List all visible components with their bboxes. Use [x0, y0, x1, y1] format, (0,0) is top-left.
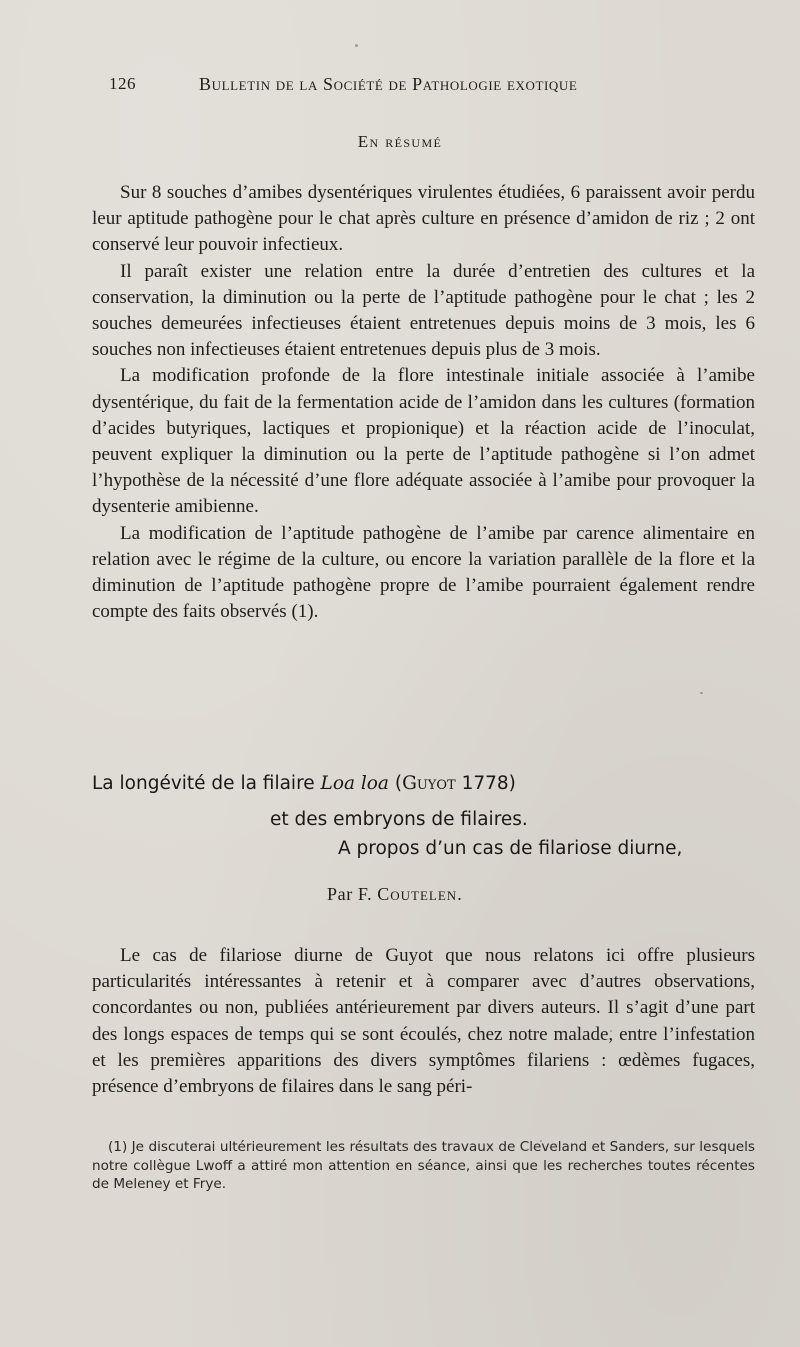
title-year: 1778) [455, 773, 516, 794]
title-paren: ( [388, 773, 403, 794]
article-title-line-3: A propos d’un cas de filariose diurne, [338, 838, 683, 859]
paper-speck [610, 1030, 612, 1032]
article-title-line-1 [92, 770, 516, 798]
paper-speck [355, 44, 358, 47]
title-author: Guyot [402, 773, 456, 794]
article-title-line-2: et des embryons de filaires. [270, 809, 528, 830]
byline-prefix: Par F. [327, 884, 378, 904]
running-head [109, 74, 751, 98]
summary-paragraph: Sur 8 souches d’amibes dysentériques virulentes étudiées, 6 paraissent avoir perdu leur aptitude pathogène pour le chat après culture en présence d’amidon de riz ; 2 ont conservé leur pouvoir infectieux. [92, 182, 755, 256]
section-heading: En résumé [357, 132, 443, 151]
summary-text [92, 180, 755, 625]
footnote [92, 1138, 755, 1194]
page-number: 126 [109, 74, 136, 93]
summary-paragraph: La modification profonde de la flore intestinale initiale associée à l’amibe dysentérique, du fait de la fermentation acide de l’amidon dans les cultures (formation d’acides butyriques, lactiques et propionique) et la réaction acide de l’inoculat, peuvent expliquer la diminution ou la perte de l’aptitude pathogène si l’on admet l’hypothèse de la nécessité d’une flore adéquate associée à l’amibe pour provoquer la dysenterie amibienne. [92, 365, 755, 518]
summary-paragraph: Il paraît exister une relation entre la durée d’entretien des cultures et la conservation, la diminution ou la perte de l’aptitude pathogène pour le chat ; les 2 souches demeurées infectieuses étaient entretenues depuis moins de 3 mois, les 6 souches non infectieuses étaient entretenues depuis plus de 3 mois. [92, 260, 755, 361]
summary-paragraph: La modification de l’aptitude pathogène de l’amibe par carence alimentaire en relation avec le régime de la culture, ou encore la variation parallèle de la flore et la diminution de l’aptitude pathogène propre de l’amibe pourraient également rendre compte des faits observés (1). [92, 522, 755, 623]
footnote-text: (1) Je discuterai ultérieurement les résultats des travaux de Cleveland et Sanders, sur lesquels notre collègue Lwoff a attiré mon attention en séance, ainsi que les recherches toutes récentes de Meleney et Frye. [92, 1139, 755, 1193]
byline [327, 884, 463, 905]
title-species: Loa loa [320, 773, 389, 794]
article-text [92, 943, 755, 1100]
paper-speck [540, 1140, 542, 1142]
title-text: La longévité de la filaire [92, 773, 321, 794]
journal-title: Bulletin de la Société de Pathologie exotique [199, 74, 578, 94]
byline-author: Coutelen. [377, 884, 463, 904]
paper-speck [700, 692, 703, 694]
article-paragraph: Le cas de filariose diurne de Guyot que nous relatons ici offre plusieurs particularités intéressantes à retenir et à comparer avec d’autres observations, concordantes ou non, publiées antérieurement par divers auteurs. Il s’agit d’une part des longs espaces de temps qui se sont écoulés, chez notre malade, entre l’infestation et les premières apparitions des divers symptômes filariens : œdèmes fugaces, présence d’embryons de filaires dans le sang péri- [92, 945, 755, 1098]
